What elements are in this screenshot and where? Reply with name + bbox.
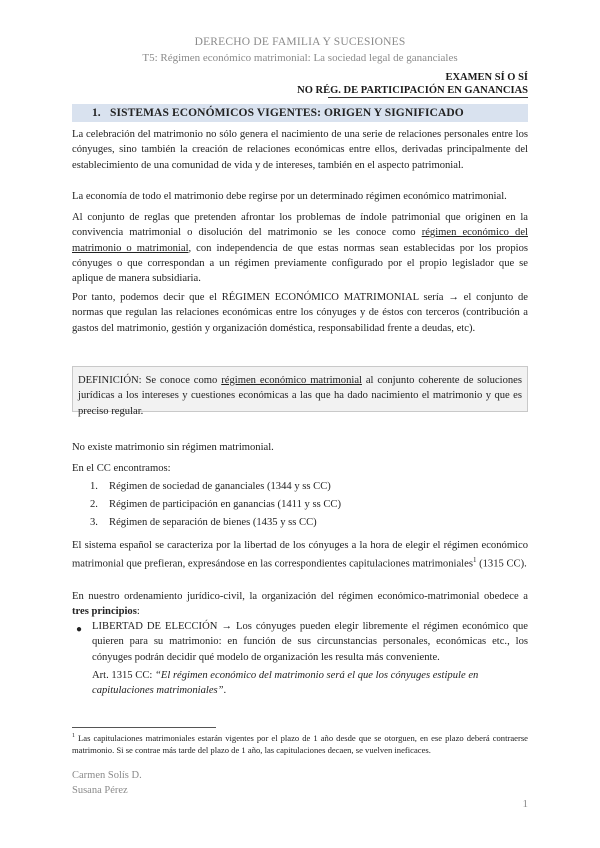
bold-term: tres principios [72,606,137,618]
course-title: DERECHO DE FAMILIA Y SUCESIONES [194,36,406,48]
topic-title: T5: Régimen económico matrimonial: La sociedad legal de gananciales [142,52,458,64]
article-text: “El régimen económico del matrimonio será el que los cónyuges estipule en capitulaciones matrimoniales” [92,670,479,697]
text-run: El sistema español se caracteriza por la libertad de los cónyuges a la hora de elegir el régimen económico matrimonial que prefieran, expresándose en las correspondientes capitulaciones matrimoniales [72,540,528,570]
section-heading [72,104,528,122]
footnote [72,731,528,756]
paragraph-no-marriage: No existe matrimonio sin régimen matrimonial. [72,442,274,453]
underlined-term: régimen económico del matrimonio o matrimonial [72,227,528,254]
paragraph-principles [72,589,528,620]
paragraph-rules [72,210,528,286]
list-item [90,481,331,492]
list-item [90,517,317,528]
list-number: 2. [90,499,98,510]
text-run: al conjunto coherente de soluciones jurídicas a los intereses y cuestiones económicas a las que ha dado nacimiento el matrimonio y que es preciso regular. [78,375,523,417]
section-title: SISTEMAS ECONÓMICOS VIGENTES: ORIGEN Y SIGNIFICADO [110,107,464,119]
text-run: . [223,685,227,697]
exam-tag-note: NO RÉG. DE PARTICIPACIÓN EN GANANCIAS [297,85,528,96]
paragraph-spanish-system [72,538,528,572]
footnote-text: Las capitulaciones matrimoniales estarán vigentes por el plazo de 1 año desde que se otorguen, en ese plazo deberá contraerse matrimonio. Si se contrae más tarde del plazo de 1 año, las capitulaciones decaen, se vuelven ineficaces. [72,732,528,755]
list-text: Régimen de participación en ganancias (1411 y ss CC) [109,499,342,510]
paragraph-economy: La economía de todo el matrimonio debe regirse por un determinado régimen económico matrimonial. [72,191,507,202]
footnote-number: 1 [72,733,75,739]
exam-tag: EXAMEN SÍ O SÍ [445,72,528,83]
list-number: 1. [90,481,98,492]
bullet-icon: ● [76,624,83,635]
paragraph-intro: La celebración del matrimonio no sólo genera el nacimiento de una serie de relaciones personales entre los cónyuges, sino también la creación de relaciones económicas entre ellos, derivadas principalmente del establecimiento de una comunidad de vida y de intereses, también en el aspecto patrimonial. [72,129,528,171]
definition-box [72,366,528,417]
paragraph-definition-rem: Por tanto, podemos decir que el RÉGIMEN ECONÓMICO MATRIMONIAL sería → el conjunto de normas que regulan las relaciones económicas entre los cónyuges y de éstos con terceros (contribución a gastos del matrimonio, gestión y organización doméstica, responsabilidad frente a deudas, etc). [72,292,528,334]
definition-text [78,373,522,419]
article-label: Art. 1315 CC: [92,670,155,681]
text-run: DEFINICIÓN: Se conoce como [78,375,222,386]
author: Carmen Solís D. [72,770,142,781]
footnote-ref: 1 [472,556,477,565]
text-run: (1315 CC). [476,558,527,570]
section-number: 1. [92,107,101,119]
underlined-term: régimen económico matrimonial [221,375,362,386]
list-text: Régimen de separación de bienes (1435 y ss CC) [109,517,317,528]
text-run: , con independencia de que estas normas sean establecidas por los propios cónyuges o que correspondan a un régimen previamente configurado por el propio legislador que se aplique de manera subsidiaria. [72,242,528,285]
list-number: 3. [90,517,98,528]
text-run: : [136,606,140,618]
list-text: Régimen de sociedad de gananciales (1344 y ss CC) [109,481,331,492]
footnote-separator [72,727,216,728]
page-number: 1 [522,798,528,810]
text-run: En nuestro ordenamiento jurídico-civil, la organización del régimen económico-matrimonial obedece a [72,591,528,602]
article-quote [92,668,528,699]
author: Susana Pérez [72,785,128,796]
text-run: Al conjunto de reglas que pretenden afrontar los problemas de índole patrimonial que originen en la convivencia matrimonial o disolución del matrimonio se les conoce como [72,212,528,239]
list-item [90,499,341,510]
paragraph-cc: En el CC encontramos: [72,463,171,474]
tag-underline [328,97,528,98]
principle-freedom: LIBERTAD DE ELECCIÓN → Los cónyuges pueden elegir libremente el régimen económico que quieren para su matrimonio: en función de sus circunstancias personales, económicas etc., los cónyuges podrán decidir qué modelo de organización les resulta más conveniente. [92,621,528,663]
